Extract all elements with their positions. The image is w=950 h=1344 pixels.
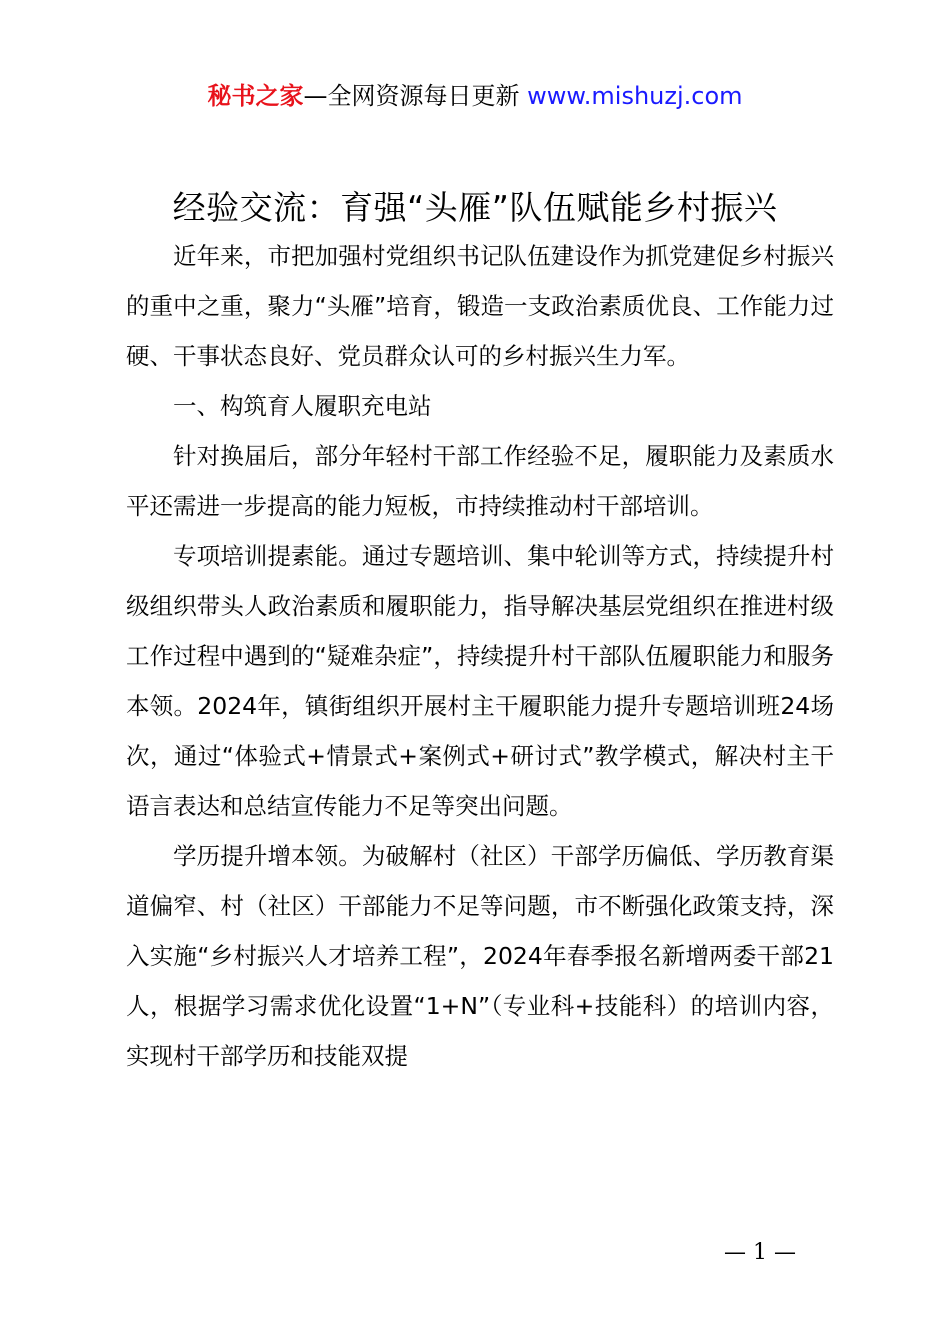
paragraph-section-intro: 针对换届后，部分年轻村干部工作经验不足，履职能力及素质水平还需进一步提高的能力短板，市持续推动村干部培训。 <box>126 442 834 520</box>
paragraph-education: 学历提升增本领。为破解村（社区）干部学历偏低、学历教育渠道偏窄、村（社区）干部能力不足等问题，市不断强化政策支持，深入实施“乡村振兴人才培养工程”，2024年春季报名新增两委干部21人，根据学习需求优化设置“1+N”（专业科+技能科）的培训内容，实现村干部学历和技能双提 <box>126 842 834 1070</box>
section-heading: 一、构筑育人履职充电站 <box>173 392 432 420</box>
paragraph-training: 专项培训提素能。通过专题培训、集中轮训等方式，持续提升村级组织带头人政治素质和履职能力，指导解决基层党组织在推进村级工作过程中遇到的“疑难杂症”，持续提升村干部队伍履职能力和服务本领。2024年，镇街组织开展村主干履职能力提升专题培训班24场次，通过“体验式+情景式+案例式+研讨式”教学模式，解决村主干语言表达和总结宣传能力不足等突出问题。 <box>126 542 834 820</box>
document-body <box>126 231 834 1081</box>
document-title: 经验交流：育强“头雁”队伍赋能乡村振兴 <box>172 188 778 227</box>
site-header <box>0 80 950 112</box>
brand-name: 秘书之家 <box>207 82 304 110</box>
site-url[interactable]: www.mishuzj.com <box>527 82 743 110</box>
page-number: — 1 — <box>724 1240 796 1265</box>
header-tagline: —全网资源每日更新 <box>303 82 528 110</box>
paragraph-intro: 近年来，市把加强村党组织书记队伍建设作为抓党建促乡村振兴的重中之重，聚力“头雁”培育，锻造一支政治素质优良、工作能力过硬、干事状态良好、党员群众认可的乡村振兴生力军。 <box>126 242 834 370</box>
